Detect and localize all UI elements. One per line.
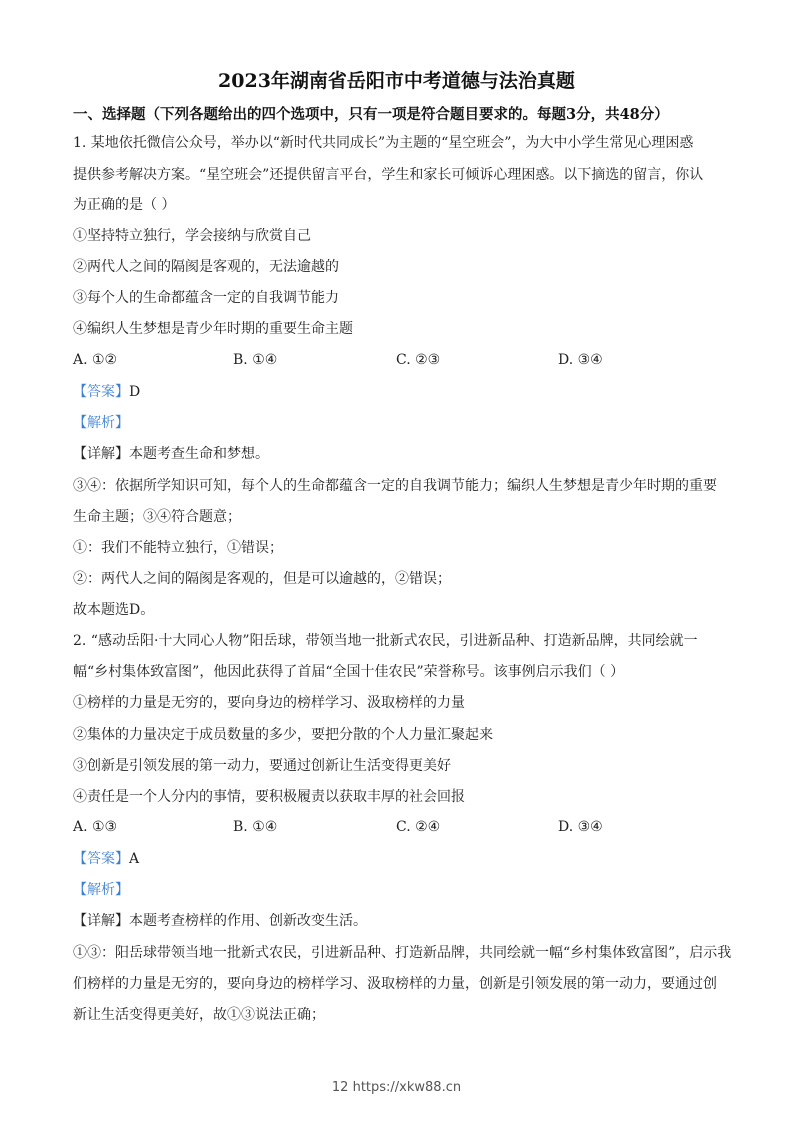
q1-option-a: A. ①②: [73, 352, 118, 368]
q1-item: ④编织人生梦想是青少年时期的重要生命主题: [73, 321, 353, 337]
q2-detail-line: ①③：阳岳球带领当地一批新式农民，引进新品种、打造新品牌，共同绘就一幅“乡村集体致富图”，启示我: [73, 945, 732, 961]
q1-detail-line: ③④：依据所学知识可知，每个人的生命都蕴含一定的自我调节能力；编织人生梦想是青少年时期的重要: [73, 478, 717, 494]
q2-detail-line: 们榜样的力量是无穷的，要向身边的榜样学习、汲取榜样的力量，创新是引领发展的第一动力，要通过创: [73, 976, 717, 992]
q2-option-b: B. ①④: [233, 819, 278, 835]
q1-option-d: D. ③④: [558, 352, 603, 368]
answer-value: D: [129, 384, 141, 400]
q1-stem-line: 1. 某地依托微信公众号，举办以“新时代共同成长”为主题的“星空班会”，为大中小学生常见心理困惑: [73, 135, 694, 151]
q2-stem-line: 2. “感动岳阳·十大同心人物”阳岳球，带领当地一批新式农民，引进新品种、打造新品牌，共同绘就一: [73, 633, 698, 649]
answer-label: 【答案】: [73, 851, 129, 867]
q1-item: ①坚持特立独行，学会接纳与欣赏自己: [73, 228, 311, 244]
q2-option-d: D. ③④: [558, 819, 603, 835]
q1-detail-line: 故本题选D。: [73, 602, 155, 618]
q2-answer: [73, 849, 139, 869]
q2-detail-line: 新让生活变得更美好，故①③说法正确；: [73, 1007, 325, 1023]
q1-detail-line: ②：两代人之间的隔阂是客观的，但是可以逾越的，②错误；: [73, 571, 451, 587]
q1-detail-line: ①：我们不能特立独行，①错误；: [73, 540, 283, 556]
page-footer: 12 https://xkw88.cn: [331, 1080, 462, 1095]
q1-detail-line: 【详解】本题考查生命和梦想。: [73, 446, 269, 462]
answer-label: 【答案】: [73, 384, 129, 400]
page-title: 2023年湖南省岳阳市中考道德与法治真题: [218, 70, 575, 92]
q2-item: ①榜样的力量是无穷的，要向身边的榜样学习、汲取榜样的力量: [73, 695, 465, 711]
q2-option-c: C. ②④: [396, 819, 441, 835]
q2-detail-line: 【详解】本题考查榜样的作用、创新改变生活。: [73, 913, 367, 929]
q1-option-c: C. ②③: [396, 352, 441, 368]
q2-option-a: A. ①③: [73, 819, 118, 835]
q1-item: ②两代人之间的隔阂是客观的，无法逾越的: [73, 259, 339, 275]
section-heading: 一、选择题（下列各题给出的四个选项中，只有一项是符合题目要求的。每题3分，共48分）: [73, 106, 669, 123]
q2-stem-line: 幅“乡村集体致富图”，他因此获得了首届“全国十佳农民”荣誉称号。该事例启示我们（ ）: [73, 664, 625, 680]
q1-option-b: B. ①④: [233, 352, 278, 368]
answer-value: A: [129, 851, 140, 867]
q2-item: ④责任是一个人分内的事情，要积极履责以获取丰厚的社会回报: [73, 789, 465, 805]
q1-detail-line: 生命主题；③④符合题意；: [73, 509, 241, 525]
q2-item: ③创新是引领发展的第一动力，要通过创新让生活变得更美好: [73, 758, 451, 774]
q1-stem-line: 提供参考解决方案。“星空班会”还提供留言平台，学生和家长可倾诉心理困惑。以下摘选的留言，你认: [73, 167, 704, 183]
q2-analysis-label: 【解析】: [73, 882, 129, 898]
q1-answer: [73, 382, 140, 402]
q2-item: ②集体的力量决定于成员数量的多少，要把分散的个人力量汇聚起来: [73, 727, 493, 743]
q1-item: ③每个人的生命都蕴含一定的自我调节能力: [73, 290, 339, 306]
q1-stem-line: 为正确的是（ ）: [73, 197, 176, 213]
q1-analysis-label: 【解析】: [73, 415, 129, 431]
